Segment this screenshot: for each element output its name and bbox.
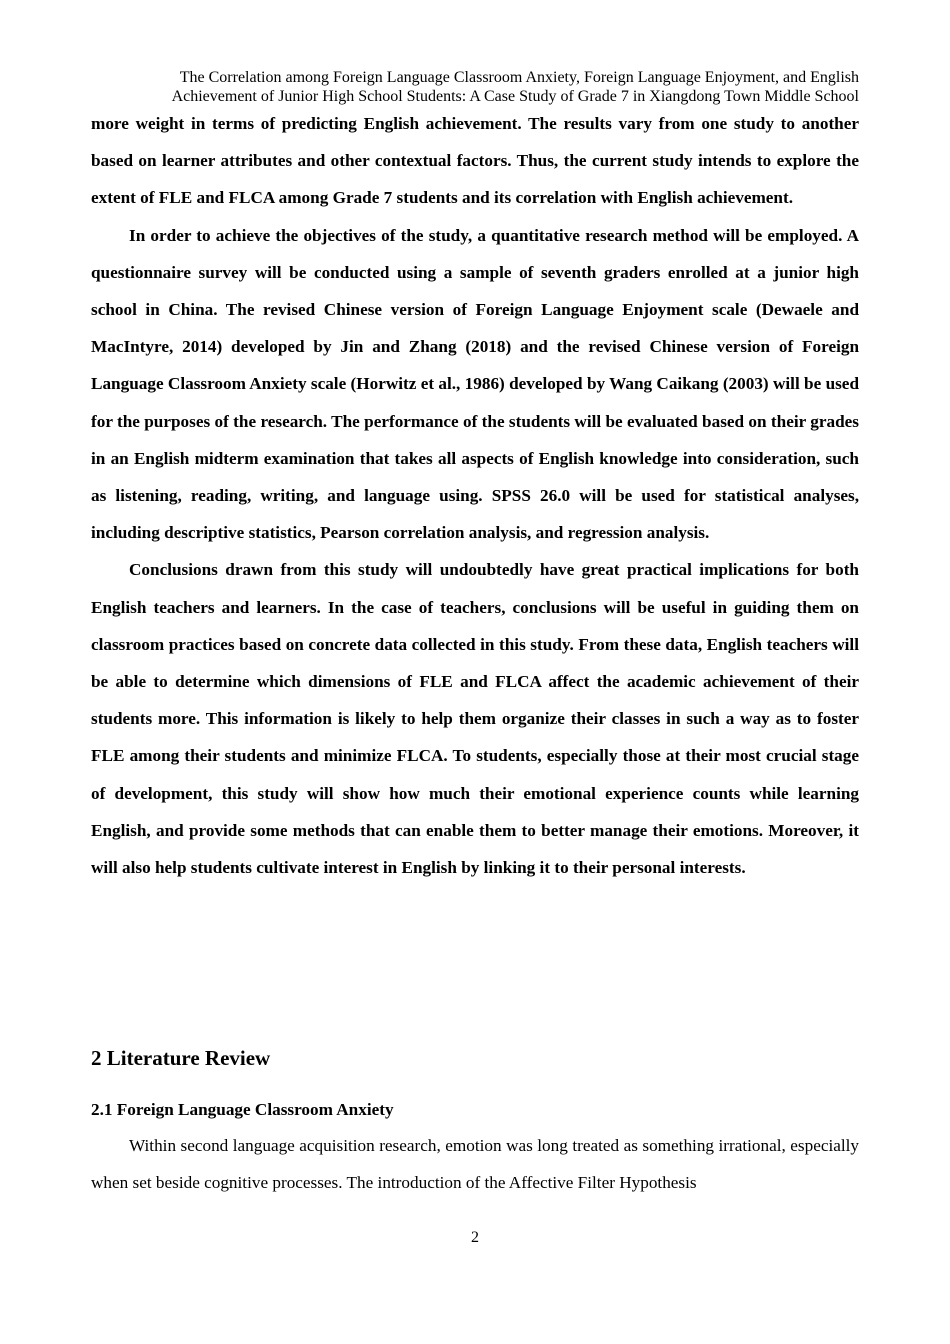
- body-paragraph-3: Conclusions drawn from this study will undoubtedly have great practical implications for both English teachers and learners. In the case of teachers, conclusions will be useful in guiding them on classroom practices based on concrete data collected in this study. From these data, English teachers will be able to determine which dimensions of FLE and FLCA affect the academic achievement of their students more. This information is likely to help them organize their classes in such a way as to foster FLE among their students and minimize FLCA. To students, especially those at their most crucial stage of development, this study will show how much their emotional experience counts while learning English, and provide some methods that can enable them to better manage their emotions. Moreover, it will also help students cultivate interest in English by linking it to their personal interests.: [91, 560, 859, 878]
- running-header-line-1: The Correlation among Foreign Language Classroom Anxiety, Foreign Language Enjoyment, and English: [179, 69, 859, 86]
- running-header-line-2: Achievement of Junior High School Students: A Case Study of Grade 7 in Xiangdong Town Middle School: [171, 88, 859, 105]
- subsection-heading: 2.1 Foreign Language Classroom Anxiety: [91, 1100, 394, 1119]
- section-heading: 2 Literature Review: [91, 1046, 271, 1070]
- body-paragraph-1: more weight in terms of predicting English achievement. The results vary from one study to another based on learner attributes and other contextual factors. Thus, the current study intends to explore the extent of FLE and FLCA among Grade 7 students and its correlation with English achievement.: [91, 114, 859, 208]
- literature-paragraph-1: Within second language acquisition research, emotion was long treated as something irrational, especially when set beside cognitive processes. The introduction of the Affective Filter Hypothesis: [91, 1136, 859, 1193]
- body-paragraph-2: In order to achieve the objectives of the study, a quantitative research method will be employed. A questionnaire survey will be conducted using a sample of seventh graders enrolled at a junior high school in China. The revised Chinese version of Foreign Language Enjoyment scale (Dewaele and MacIntyre, 2014) developed by Jin and Zhang (2018) and the revised Chinese version of Foreign Language Classroom Anxiety scale (Horwitz et al., 1986) developed by Wang Caikang (2003) will be used for the purposes of the research. The performance of the students will be evaluated based on their grades in an English midterm examination that takes all aspects of English knowledge into consideration, such as listening, reading, writing, and language using. SPSS 26.0 will be used for statistical analyses, including descriptive statistics, Pearson correlation analysis, and regression analysis.: [91, 225, 859, 543]
- body-text: [91, 105, 859, 886]
- running-header: [91, 68, 859, 106]
- page-number: 2: [471, 1229, 479, 1246]
- literature-text: [91, 1127, 859, 1201]
